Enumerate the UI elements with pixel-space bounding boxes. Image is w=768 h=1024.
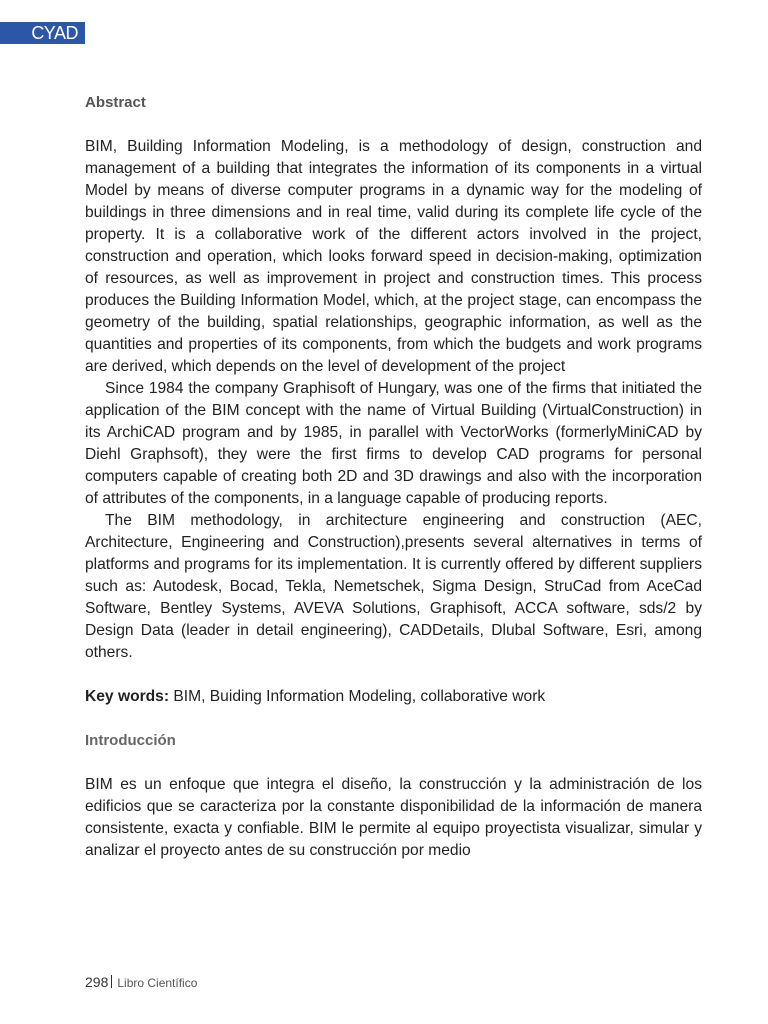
- keywords-line: [85, 686, 702, 708]
- abstract-paragraph-1: BIM, Building Information Modeling, is a methodology of design, construction and management of a building that integrates the information of its components in a virtual Model by means of diverse computer programs in a dynamic way for the modeling of buildings in three dimensions and in real time, valid during its complete life cycle of the property. It is a collaborative work of the different actors involved in the project, construction and operation, which looks forward speed in decision-making, optimization of resources, as well as improvement in project and construction times. This process produces the Building Information Model, which, at the project stage, can encompass the geometry of the building, spatial relationships, geographic information, as well as the quantities and properties of its components, from which the budgets and work programs are derived, which depends on the level of development of the project: [85, 138, 702, 375]
- page-number: 298: [85, 974, 109, 990]
- introduction-heading: Introducción: [85, 732, 176, 749]
- keywords-label: Key words:: [85, 688, 170, 705]
- footer-divider: [111, 975, 112, 988]
- keywords-value: BIM, Buiding Information Modeling, collaborative work: [169, 688, 546, 705]
- abstract-paragraph-3: The BIM methodology, in architecture engineering and construction (AEC, Architecture, Engineering and Construction),presents several alternatives in terms of platforms and programs for its implementation. It is currently offered by different suppliers such as: Autodesk, Bocad, Tekla, Nemetschek, Sigma Design, StruCad from AceCad Software, Bentley Systems, AVEVA Solutions, Graphisoft, ACCA software, sds/2 by Design Data (leader in detail engineering), CADDetails, Dlubal Software, Esri, among others.: [85, 512, 702, 661]
- page-content: [85, 92, 702, 862]
- cyad-header-tab: CYAD: [0, 22, 85, 44]
- introduction-paragraph: BIM es un enfoque que integra el diseño, la construcción y la administración de los edificios que se caracteriza por la constante disponibilidad de la información de manera consistente, exacta y confiable. BIM le permite al equipo proyectista visualizar, simular y analizar el proyecto antes de su construcción por medio: [85, 776, 702, 859]
- abstract-heading: Abstract: [85, 94, 146, 111]
- abstract-paragraph-2: Since 1984 the company Graphisoft of Hungary, was one of the firms that initiated the application of the BIM concept with the name of Virtual Building (VirtualConstruction) in its ArchiCAD program and by 1985, in parallel with VectorWorks (formerlyMiniCAD by Diehl Graphsoft), they were the first firms to develop CAD programs for personal computers capable of creating both 2D and 3D drawings and also with the incorporation of attributes of the components, in a language capable of producing reports.: [85, 380, 702, 507]
- book-title: Libro Científico: [117, 976, 198, 990]
- page-footer: [85, 974, 197, 990]
